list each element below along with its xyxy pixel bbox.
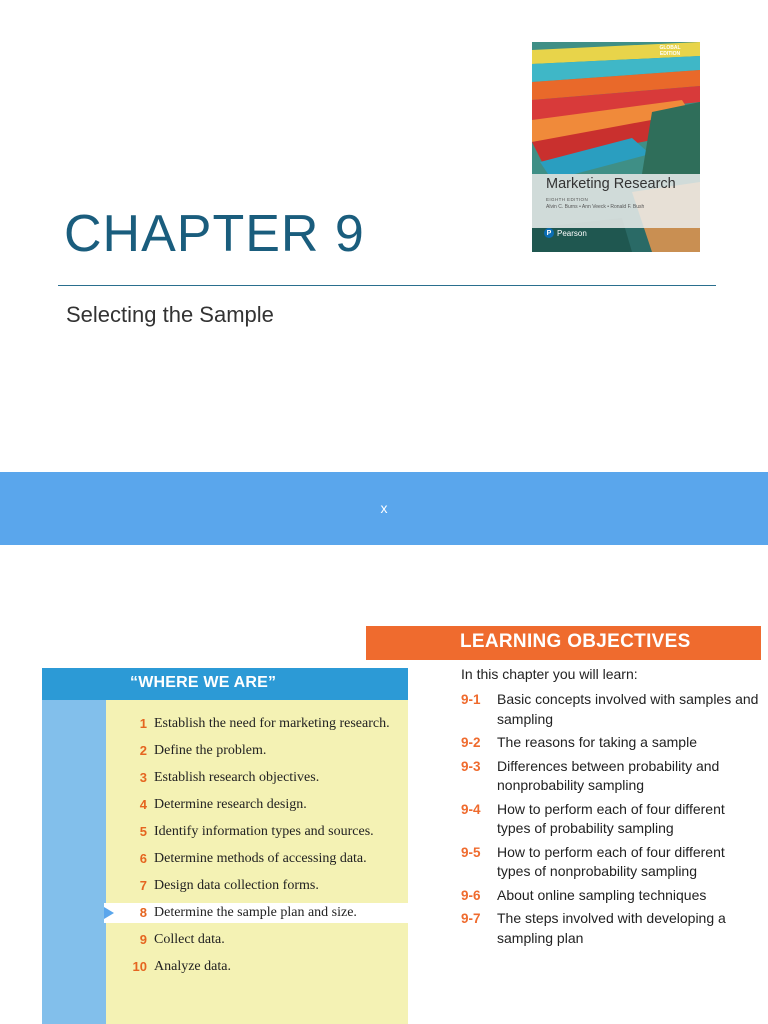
banner-text: x [380,500,388,516]
research-step [106,795,408,815]
chapter-title: CHAPTER 9 [64,205,365,263]
research-step-current [104,903,408,923]
step-number: 1 [139,716,147,731]
step-text: Analyze data. [154,959,231,974]
step-number: 6 [139,851,147,866]
step-text: Collect data. [154,932,225,947]
objective-text: About online sampling techniques [497,886,707,903]
step-number: 10 [132,959,147,974]
global-edition-badge: GLOBAL EDITION [659,45,681,57]
step-number: 3 [139,770,147,785]
research-step [106,849,408,869]
research-step [106,930,408,950]
separator-banner [0,472,768,545]
research-steps-list [106,714,408,984]
where-we-are-sidebar [42,700,106,1024]
learning-objectives-header [366,626,761,660]
research-step [106,822,408,842]
step-number: 7 [139,878,147,893]
objective-text: Differences between probability and nonprobability sampling [497,757,720,793]
research-step [106,768,408,788]
research-step [106,741,408,761]
objective-text: How to perform each of four different types of probability sampling [497,800,725,836]
step-number: 2 [139,743,147,758]
objective-text: The steps involved with developing a sampling plan [497,910,726,946]
objective-item [461,757,761,796]
objective-number: 9-7 [461,911,481,926]
step-number: 5 [139,824,147,839]
objective-item [461,886,761,906]
objective-number: 9-5 [461,844,481,860]
book-edition: EIGHTH EDITION [546,197,589,202]
objective-number: 9-1 [461,692,481,707]
title-divider [58,285,716,286]
step-text: Design data collection forms. [154,878,319,893]
step-number: 8 [139,905,147,920]
book-title: Marketing Research [546,176,676,192]
step-text: Determine research design. [154,797,307,812]
publisher-logo [544,228,587,238]
learning-objectives-heading: LEARNING OBJECTIVES [460,631,691,652]
publisher-name: Pearson [557,228,587,238]
step-text: Define the problem. [154,743,267,758]
where-we-are-header [42,668,408,700]
objective-number: 9-2 [461,735,481,750]
step-text: Establish the need for marketing research. [154,716,390,731]
objective-number: 9-6 [461,887,481,903]
objective-text: The reasons for taking a sample [497,734,697,750]
title-slide [0,0,768,472]
objective-number: 9-4 [461,801,481,817]
research-step [106,957,408,977]
chapter-subtitle: Selecting the Sample [66,302,274,327]
step-text: Determine methods of accessing data. [154,851,367,866]
learning-objectives-list [461,690,761,952]
step-number: 9 [139,932,147,947]
pearson-logo-icon: P [544,228,554,238]
objective-number: 9-3 [461,758,481,774]
step-text: Identify information types and sources. [154,824,374,839]
step-text: Establish research objectives. [154,770,320,785]
learning-objectives-intro: In this chapter you will learn: [461,666,638,682]
research-step [106,876,408,896]
step-text: Determine the sample plan and size. [154,905,357,920]
objective-item [461,690,761,729]
objective-item [461,909,761,948]
objective-text: How to perform each of four different types of nonprobability sampling [497,843,725,879]
research-step [106,714,408,734]
objective-item [461,843,761,882]
book-cover-image [532,42,700,252]
where-we-are-heading: “WHERE WE ARE” [130,674,277,691]
objective-text: Basic concepts involved with samples and sampling [497,691,759,727]
book-authors: Alvin C. Burns • Ann Veeck • Ronald F. Bush [546,204,645,210]
objective-item [461,733,761,753]
objective-item [461,800,761,839]
current-step-pointer-icon [104,907,114,919]
step-number: 4 [139,797,147,812]
